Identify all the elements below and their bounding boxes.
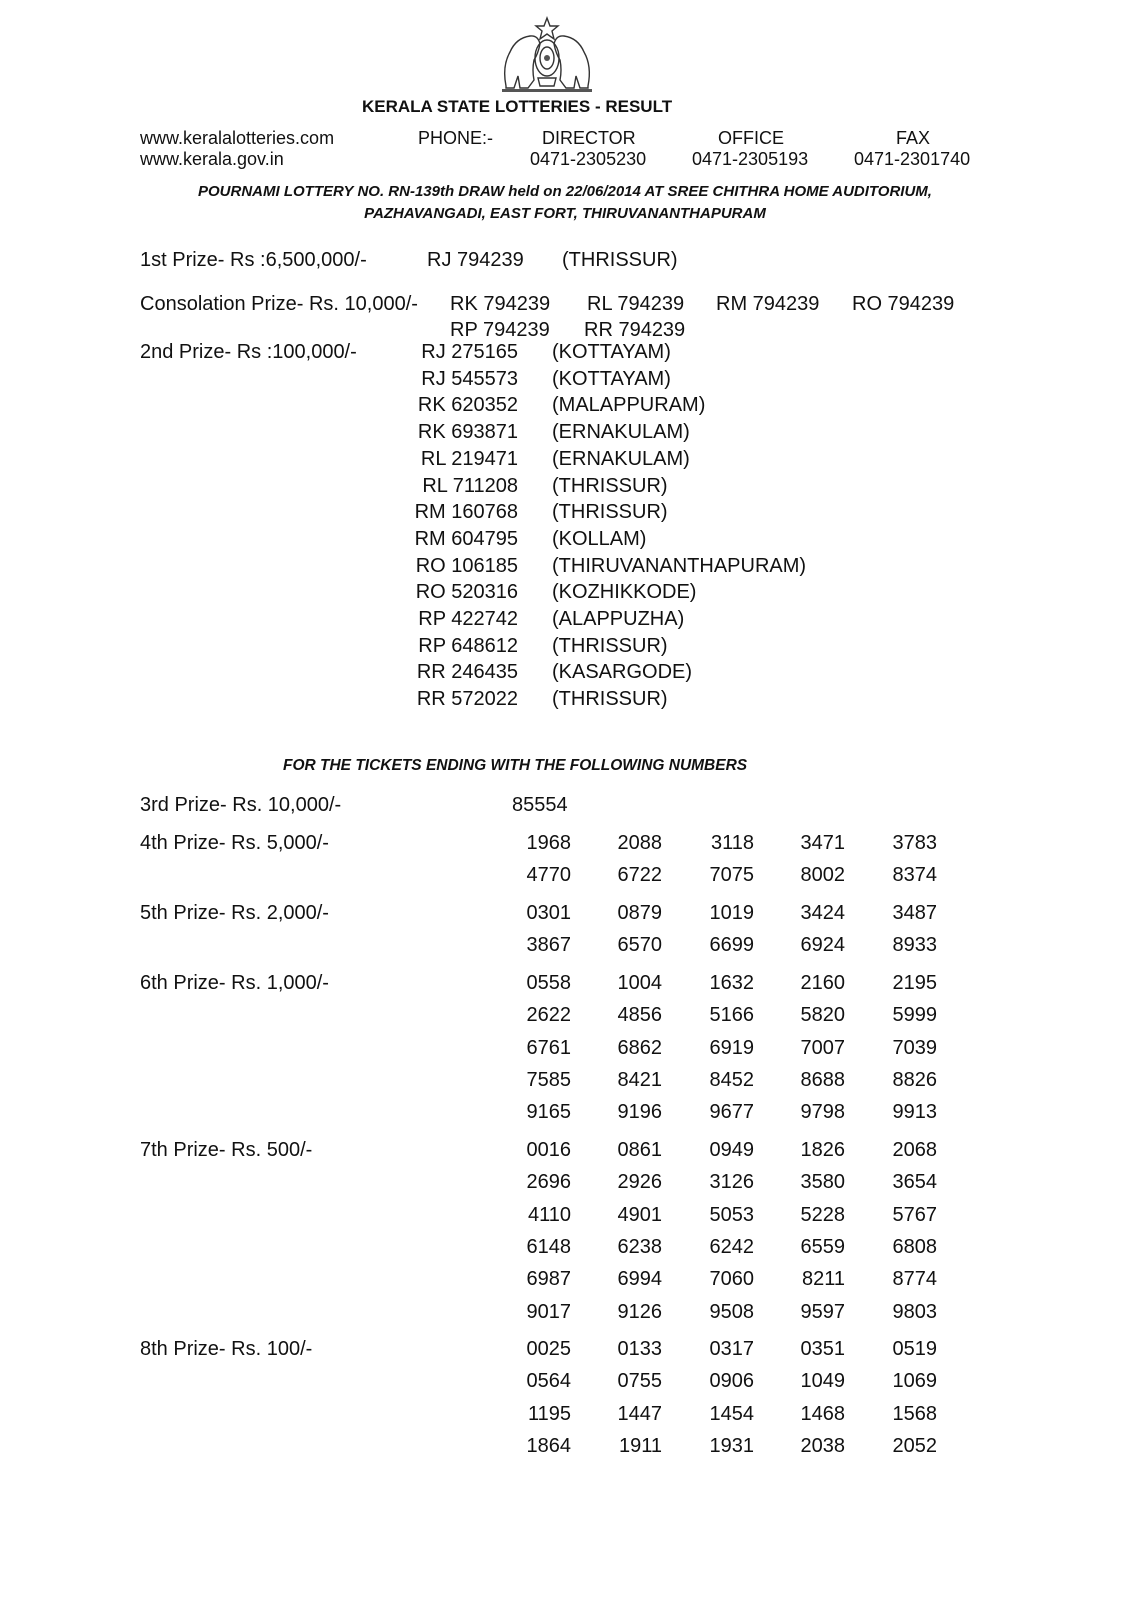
winning-number: 0906 <box>709 1370 754 1393</box>
winning-number: 4856 <box>617 1004 662 1027</box>
second-prize-place: (THRISSUR) <box>552 501 668 524</box>
winning-number: 0351 <box>800 1338 845 1360</box>
second-prize-ticket: RJ 275165 <box>421 341 518 363</box>
prize-group-label: 5th Prize- Rs. 2,000/- <box>140 902 329 924</box>
winning-number: 0016 <box>526 1139 571 1161</box>
winning-number: 0133 <box>617 1338 662 1360</box>
winning-number: 9913 <box>892 1101 937 1124</box>
first-prize-place: (THRISSUR) <box>562 249 678 271</box>
state-emblem-icon <box>498 14 596 96</box>
winning-number: 1454 <box>709 1402 754 1425</box>
winning-number: 8688 <box>800 1068 845 1091</box>
winning-number: 1049 <box>800 1370 845 1393</box>
winning-number: 6699 <box>709 934 754 957</box>
winning-number: 4770 <box>526 864 571 887</box>
winning-number: 1019 <box>709 902 754 924</box>
winning-number: 2696 <box>526 1171 571 1194</box>
winning-number: 2160 <box>800 972 845 994</box>
winning-number: 0558 <box>526 972 571 994</box>
winning-number: 0861 <box>617 1139 662 1161</box>
winning-number: 5820 <box>800 1004 845 1027</box>
winning-number: 1468 <box>800 1402 845 1425</box>
winning-number: 3118 <box>710 832 754 854</box>
winning-number: 8826 <box>892 1068 937 1091</box>
winning-number: 1447 <box>617 1402 662 1425</box>
winning-number: 6987 <box>526 1268 571 1291</box>
winning-number: 0755 <box>617 1370 662 1393</box>
winning-number: 3424 <box>800 902 845 924</box>
winning-number: 2622 <box>526 1004 571 1027</box>
consolation-ticket: RO 794239 <box>852 293 955 315</box>
winning-number: 1069 <box>892 1370 937 1393</box>
prize-group-label: 4th Prize- Rs. 5,000/- <box>140 832 329 854</box>
winning-number: 1968 <box>526 832 571 854</box>
second-prize-ticket: RL 711208 <box>422 474 518 497</box>
winning-number: 1864 <box>526 1434 571 1457</box>
prize-group-label: 7th Prize- Rs. 500/- <box>140 1139 313 1161</box>
winning-number: 1632 <box>709 972 754 994</box>
prize-group-label: 6th Prize- Rs. 1,000/- <box>140 972 329 994</box>
second-prize-label: 2nd Prize- Rs :100,000/- <box>140 341 357 363</box>
endings-heading: FOR THE TICKETS ENDING WITH THE FOLLOWING NUMBERS <box>283 757 748 774</box>
winning-number: 9196 <box>617 1101 662 1124</box>
second-prize-place: (ERNAKULAM) <box>552 421 690 444</box>
consolation-ticket: RP 794239 <box>450 319 550 341</box>
second-prize-place: (KOTTAYAM) <box>552 367 671 390</box>
winning-number: 7075 <box>709 864 754 887</box>
second-prize-place: (KOTTAYAM) <box>552 341 671 363</box>
website-link[interactable]: www.kerala.gov.in <box>140 149 284 169</box>
winning-number: 2195 <box>892 972 937 994</box>
winning-number: 9803 <box>892 1300 937 1323</box>
winning-number: 2068 <box>892 1139 937 1161</box>
phone-label: PHONE:- <box>418 128 494 148</box>
winning-number: 1004 <box>617 972 662 994</box>
winning-number: 6761 <box>526 1036 571 1059</box>
winning-number: 4110 <box>527 1203 571 1226</box>
winning-number: 3654 <box>892 1171 937 1194</box>
winning-number: 9017 <box>526 1300 571 1323</box>
second-prize-ticket: RM 604795 <box>414 527 518 550</box>
second-prize-place: (KOLLAM) <box>552 527 647 550</box>
second-prize-place: (THRISSUR) <box>552 474 668 497</box>
fax-number: 0471-2301740 <box>854 149 971 169</box>
third-prize-label: 3rd Prize- Rs. 10,000/- <box>140 794 342 816</box>
second-prize-place: (ERNAKULAM) <box>552 447 690 470</box>
winning-number: 9677 <box>709 1101 754 1124</box>
winning-number: 9597 <box>800 1300 845 1323</box>
second-prize-ticket: RK 620352 <box>417 394 518 417</box>
winning-number: 1195 <box>527 1402 571 1425</box>
winning-number: 8211 <box>801 1268 845 1291</box>
winning-number: 2052 <box>892 1434 937 1457</box>
second-prize-place: (KASARGODE) <box>552 661 693 684</box>
winning-number: 0301 <box>526 902 571 924</box>
winning-number: 6559 <box>800 1235 845 1258</box>
draw-info-line-1: POURNAMI LOTTERY NO. RN-139th DRAW held on 22/06/2014 AT SREE CHITHRA HOME AUDITORIUM, <box>198 183 932 200</box>
second-prize-ticket: RJ 545573 <box>421 367 518 390</box>
winning-number: 3580 <box>800 1171 845 1194</box>
winning-number: 2038 <box>800 1434 845 1457</box>
winning-number: 0564 <box>526 1370 571 1393</box>
consolation-ticket: RR 794239 <box>584 319 686 341</box>
second-prize-ticket: RR 572022 <box>416 688 518 711</box>
winning-number: 2088 <box>617 832 662 854</box>
winning-number: 9508 <box>709 1300 754 1323</box>
winning-number: 6238 <box>617 1235 662 1258</box>
winning-number: 0519 <box>892 1338 937 1360</box>
winning-number: 4901 <box>617 1203 662 1226</box>
second-prize-place: (THIRUVANANTHAPURAM) <box>552 554 807 577</box>
second-prize-ticket: RO 520316 <box>415 581 518 604</box>
second-prize-place: (ALAPPUZHA) <box>552 608 685 630</box>
second-prize-place: (MALAPPURAM) <box>552 394 706 417</box>
winning-number: 8933 <box>892 934 937 957</box>
winning-number: 5228 <box>800 1203 845 1226</box>
second-prize-ticket: RR 246435 <box>416 661 518 684</box>
fax-label: FAX <box>896 128 931 148</box>
second-prize-ticket: RO 106185 <box>415 554 518 577</box>
winning-number: 7007 <box>800 1036 845 1059</box>
second-prize-ticket: RP 648612 <box>418 634 518 657</box>
winning-number: 1931 <box>709 1434 754 1457</box>
consolation-ticket: RL 794239 <box>587 293 685 315</box>
page-title: KERALA STATE LOTTERIES - RESULT <box>362 97 673 116</box>
winning-number: 8452 <box>709 1068 754 1091</box>
winning-number: 3867 <box>526 934 571 957</box>
winning-number: 7060 <box>709 1268 754 1291</box>
winning-number: 5999 <box>892 1004 937 1027</box>
winning-number: 5166 <box>709 1004 754 1027</box>
winning-number: 6919 <box>709 1036 754 1059</box>
second-prize-ticket: RP 422742 <box>418 608 518 630</box>
winning-number: 6862 <box>617 1036 662 1059</box>
winning-number: 0317 <box>709 1338 754 1360</box>
winning-number: 2926 <box>617 1171 662 1194</box>
winning-number: 6722 <box>617 864 662 887</box>
winning-number: 6994 <box>617 1268 662 1291</box>
winning-number: 8421 <box>617 1068 662 1091</box>
winning-number: 8774 <box>892 1268 937 1291</box>
second-prize-place: (THRISSUR) <box>552 688 668 711</box>
winning-number: 5767 <box>892 1203 937 1226</box>
winning-number: 1911 <box>618 1434 662 1457</box>
winning-number: 8374 <box>892 864 937 887</box>
winning-number: 9126 <box>617 1300 662 1323</box>
consolation-ticket: RM 794239 <box>716 293 820 315</box>
first-prize-label: 1st Prize- Rs :6,500,000/- <box>140 249 367 271</box>
winning-number: 6148 <box>526 1235 571 1258</box>
winning-number: 6570 <box>617 934 662 957</box>
winning-number: 3487 <box>892 902 937 924</box>
office-phone: 0471-2305193 <box>692 149 809 169</box>
winning-number: 5053 <box>709 1203 754 1226</box>
winning-number: 1568 <box>892 1402 937 1425</box>
winning-number: 9165 <box>526 1101 571 1124</box>
winning-number: 7585 <box>526 1068 571 1091</box>
second-prize-ticket: RK 693871 <box>417 421 518 444</box>
second-prize-place: (THRISSUR) <box>552 634 668 657</box>
second-prize-ticket: RL 219471 <box>420 447 518 470</box>
winning-number: 0879 <box>617 902 662 924</box>
winning-number: 6242 <box>709 1235 754 1258</box>
second-prize-ticket: RM 160768 <box>414 501 518 524</box>
third-prize-number: 85554 <box>512 794 568 816</box>
winning-number: 8002 <box>800 864 845 887</box>
prize-group-label: 8th Prize- Rs. 100/- <box>140 1338 313 1360</box>
winning-number: 0949 <box>709 1139 754 1161</box>
winning-number: 6924 <box>800 934 845 957</box>
second-prize-place: (KOZHIKKODE) <box>552 581 697 604</box>
director-label: DIRECTOR <box>542 128 636 148</box>
draw-info-line-2: PAZHAVANGADI, EAST FORT, THIRUVANANTHAPURAM <box>364 205 766 222</box>
winning-number: 3126 <box>709 1171 754 1194</box>
director-phone: 0471-2305230 <box>530 149 647 169</box>
winning-number: 9798 <box>800 1101 845 1124</box>
consolation-prize-label: Consolation Prize- Rs. 10,000/- <box>140 293 418 315</box>
winning-number: 3471 <box>800 832 845 854</box>
website-link[interactable]: www.keralalotteries.com <box>140 128 335 148</box>
winning-number: 3783 <box>892 832 937 854</box>
winning-number: 0025 <box>526 1338 571 1360</box>
winning-number: 1826 <box>800 1139 845 1161</box>
office-label: OFFICE <box>718 128 784 148</box>
winning-number: 7039 <box>892 1036 937 1059</box>
winning-number: 6808 <box>892 1235 937 1258</box>
first-prize-ticket: RJ 794239 <box>427 249 524 271</box>
consolation-ticket: RK 794239 <box>450 293 551 315</box>
